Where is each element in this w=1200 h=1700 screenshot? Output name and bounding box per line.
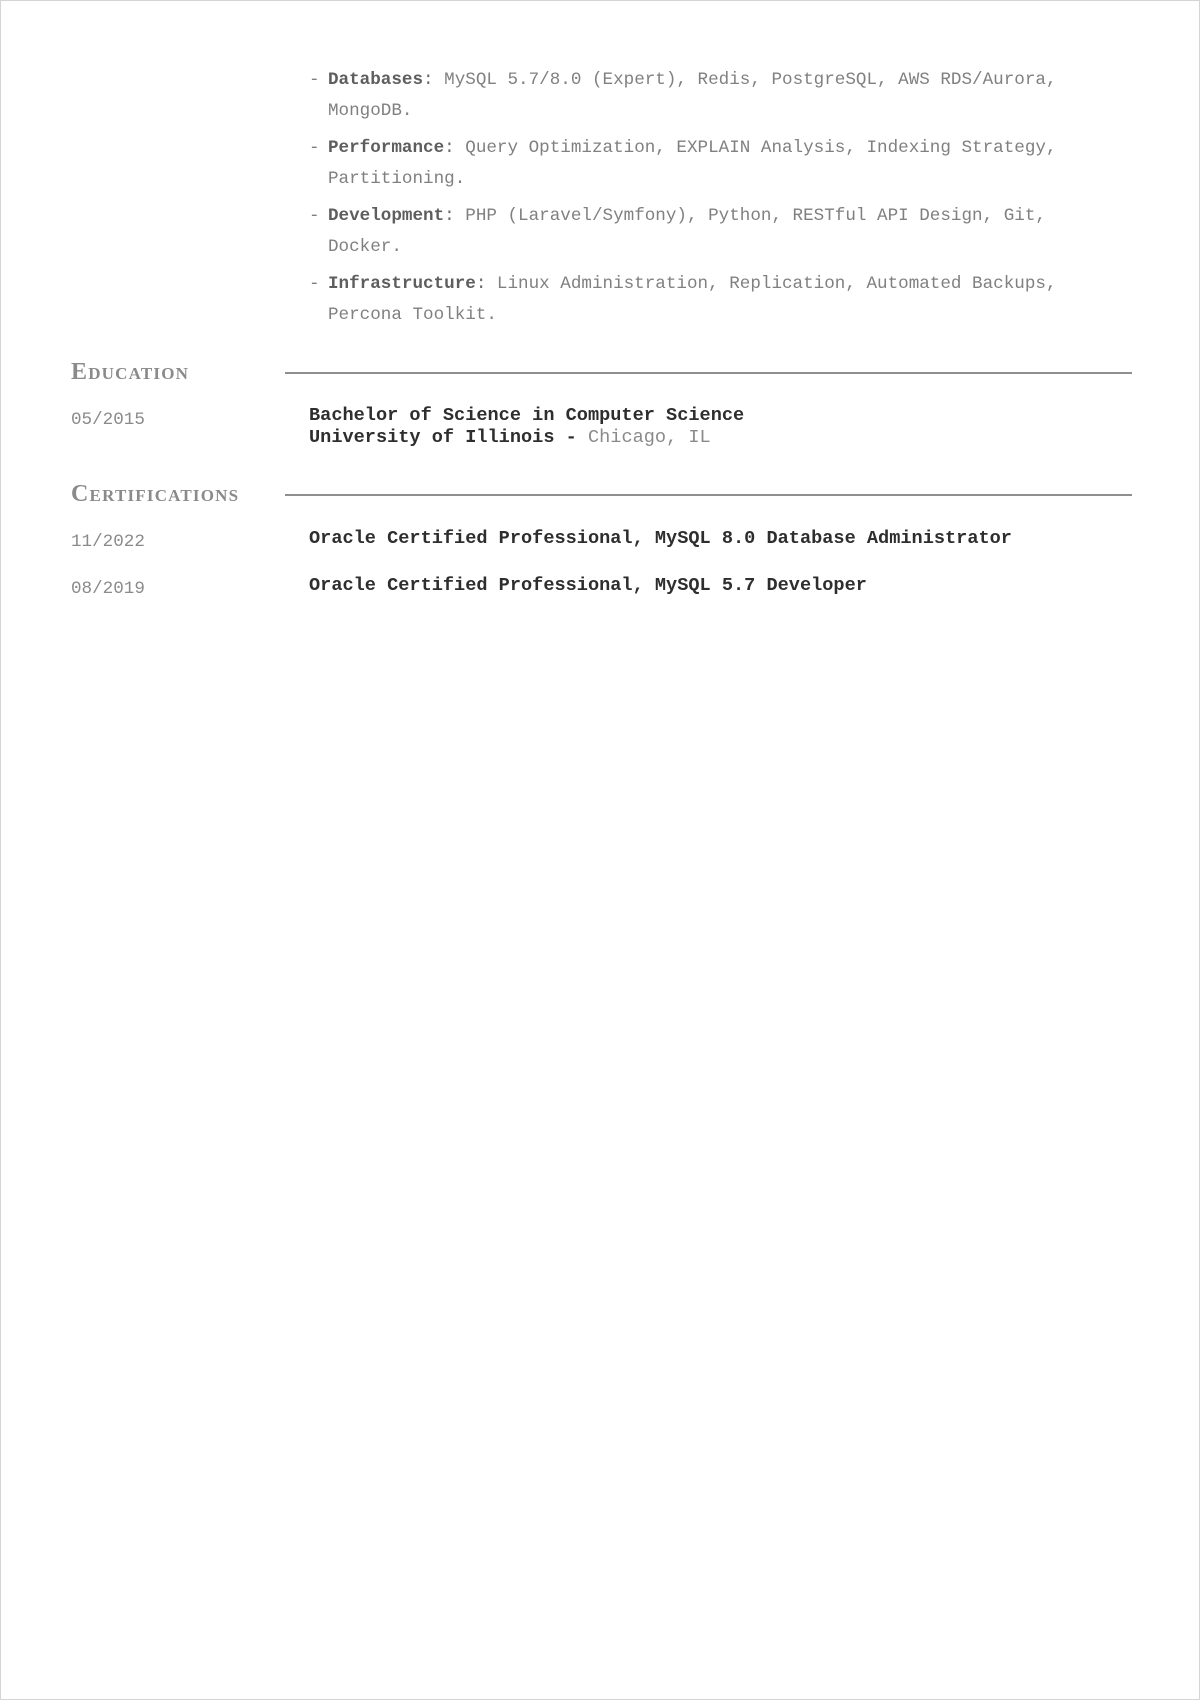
- skills-list: [309, 65, 1129, 337]
- skill-item-infrastructure: [309, 269, 1129, 331]
- skill-separator: :: [475, 274, 487, 294]
- bullet-dash: -: [309, 138, 320, 158]
- certifications-divider: [285, 494, 1132, 496]
- education-divider: [285, 372, 1132, 374]
- skill-category: Infrastructure: [328, 274, 476, 294]
- skill-separator: :: [423, 70, 434, 90]
- certifications-heading: Certifications: [71, 481, 240, 507]
- skill-item-performance: [309, 133, 1129, 195]
- bullet-dash: -: [309, 206, 320, 226]
- skill-category: Databases: [328, 70, 424, 90]
- skill-text: Linux Administration, Replication, Automated Backups, Percona Toolkit.: [328, 274, 1057, 325]
- skill-text: MySQL 5.7/8.0 (Expert), Redis, PostgreSQL, AWS RDS/Aurora, MongoDB.: [328, 70, 1057, 121]
- education-entry: [309, 405, 744, 449]
- skill-separator: :: [444, 138, 455, 158]
- skill-separator: :: [444, 206, 455, 226]
- institution-name: University of Illinois: [309, 427, 555, 448]
- degree-title: Bachelor of Science in Computer Science: [309, 405, 745, 426]
- certification-date: 08/2019: [71, 579, 145, 599]
- education-heading: Education: [71, 359, 190, 385]
- institution-line: [309, 427, 744, 449]
- certification-date: 11/2022: [71, 532, 145, 552]
- skill-category: Development: [328, 206, 445, 226]
- skill-text: Query Optimization, EXPLAIN Analysis, Indexing Strategy, Partitioning.: [328, 138, 1057, 189]
- skill-category: Performance: [328, 138, 445, 158]
- institution-location: Chicago, IL: [587, 427, 711, 448]
- certification-entry: [309, 575, 867, 597]
- education-date: 05/2015: [71, 410, 145, 430]
- institution-separator: -: [554, 427, 588, 448]
- bullet-dash: -: [309, 70, 320, 90]
- skill-text: PHP (Laravel/Symfony), Python, RESTful API Design, Git, Docker.: [328, 206, 1046, 257]
- certification-name: Oracle Certified Professional, MySQL 5.7 Developer: [309, 575, 867, 596]
- skill-item-databases: [309, 65, 1129, 127]
- certification-name: Oracle Certified Professional, MySQL 8.0 Database Administrator: [309, 528, 1012, 549]
- skill-item-development: [309, 201, 1129, 263]
- certification-entry: [309, 528, 1012, 550]
- bullet-dash: -: [309, 274, 320, 294]
